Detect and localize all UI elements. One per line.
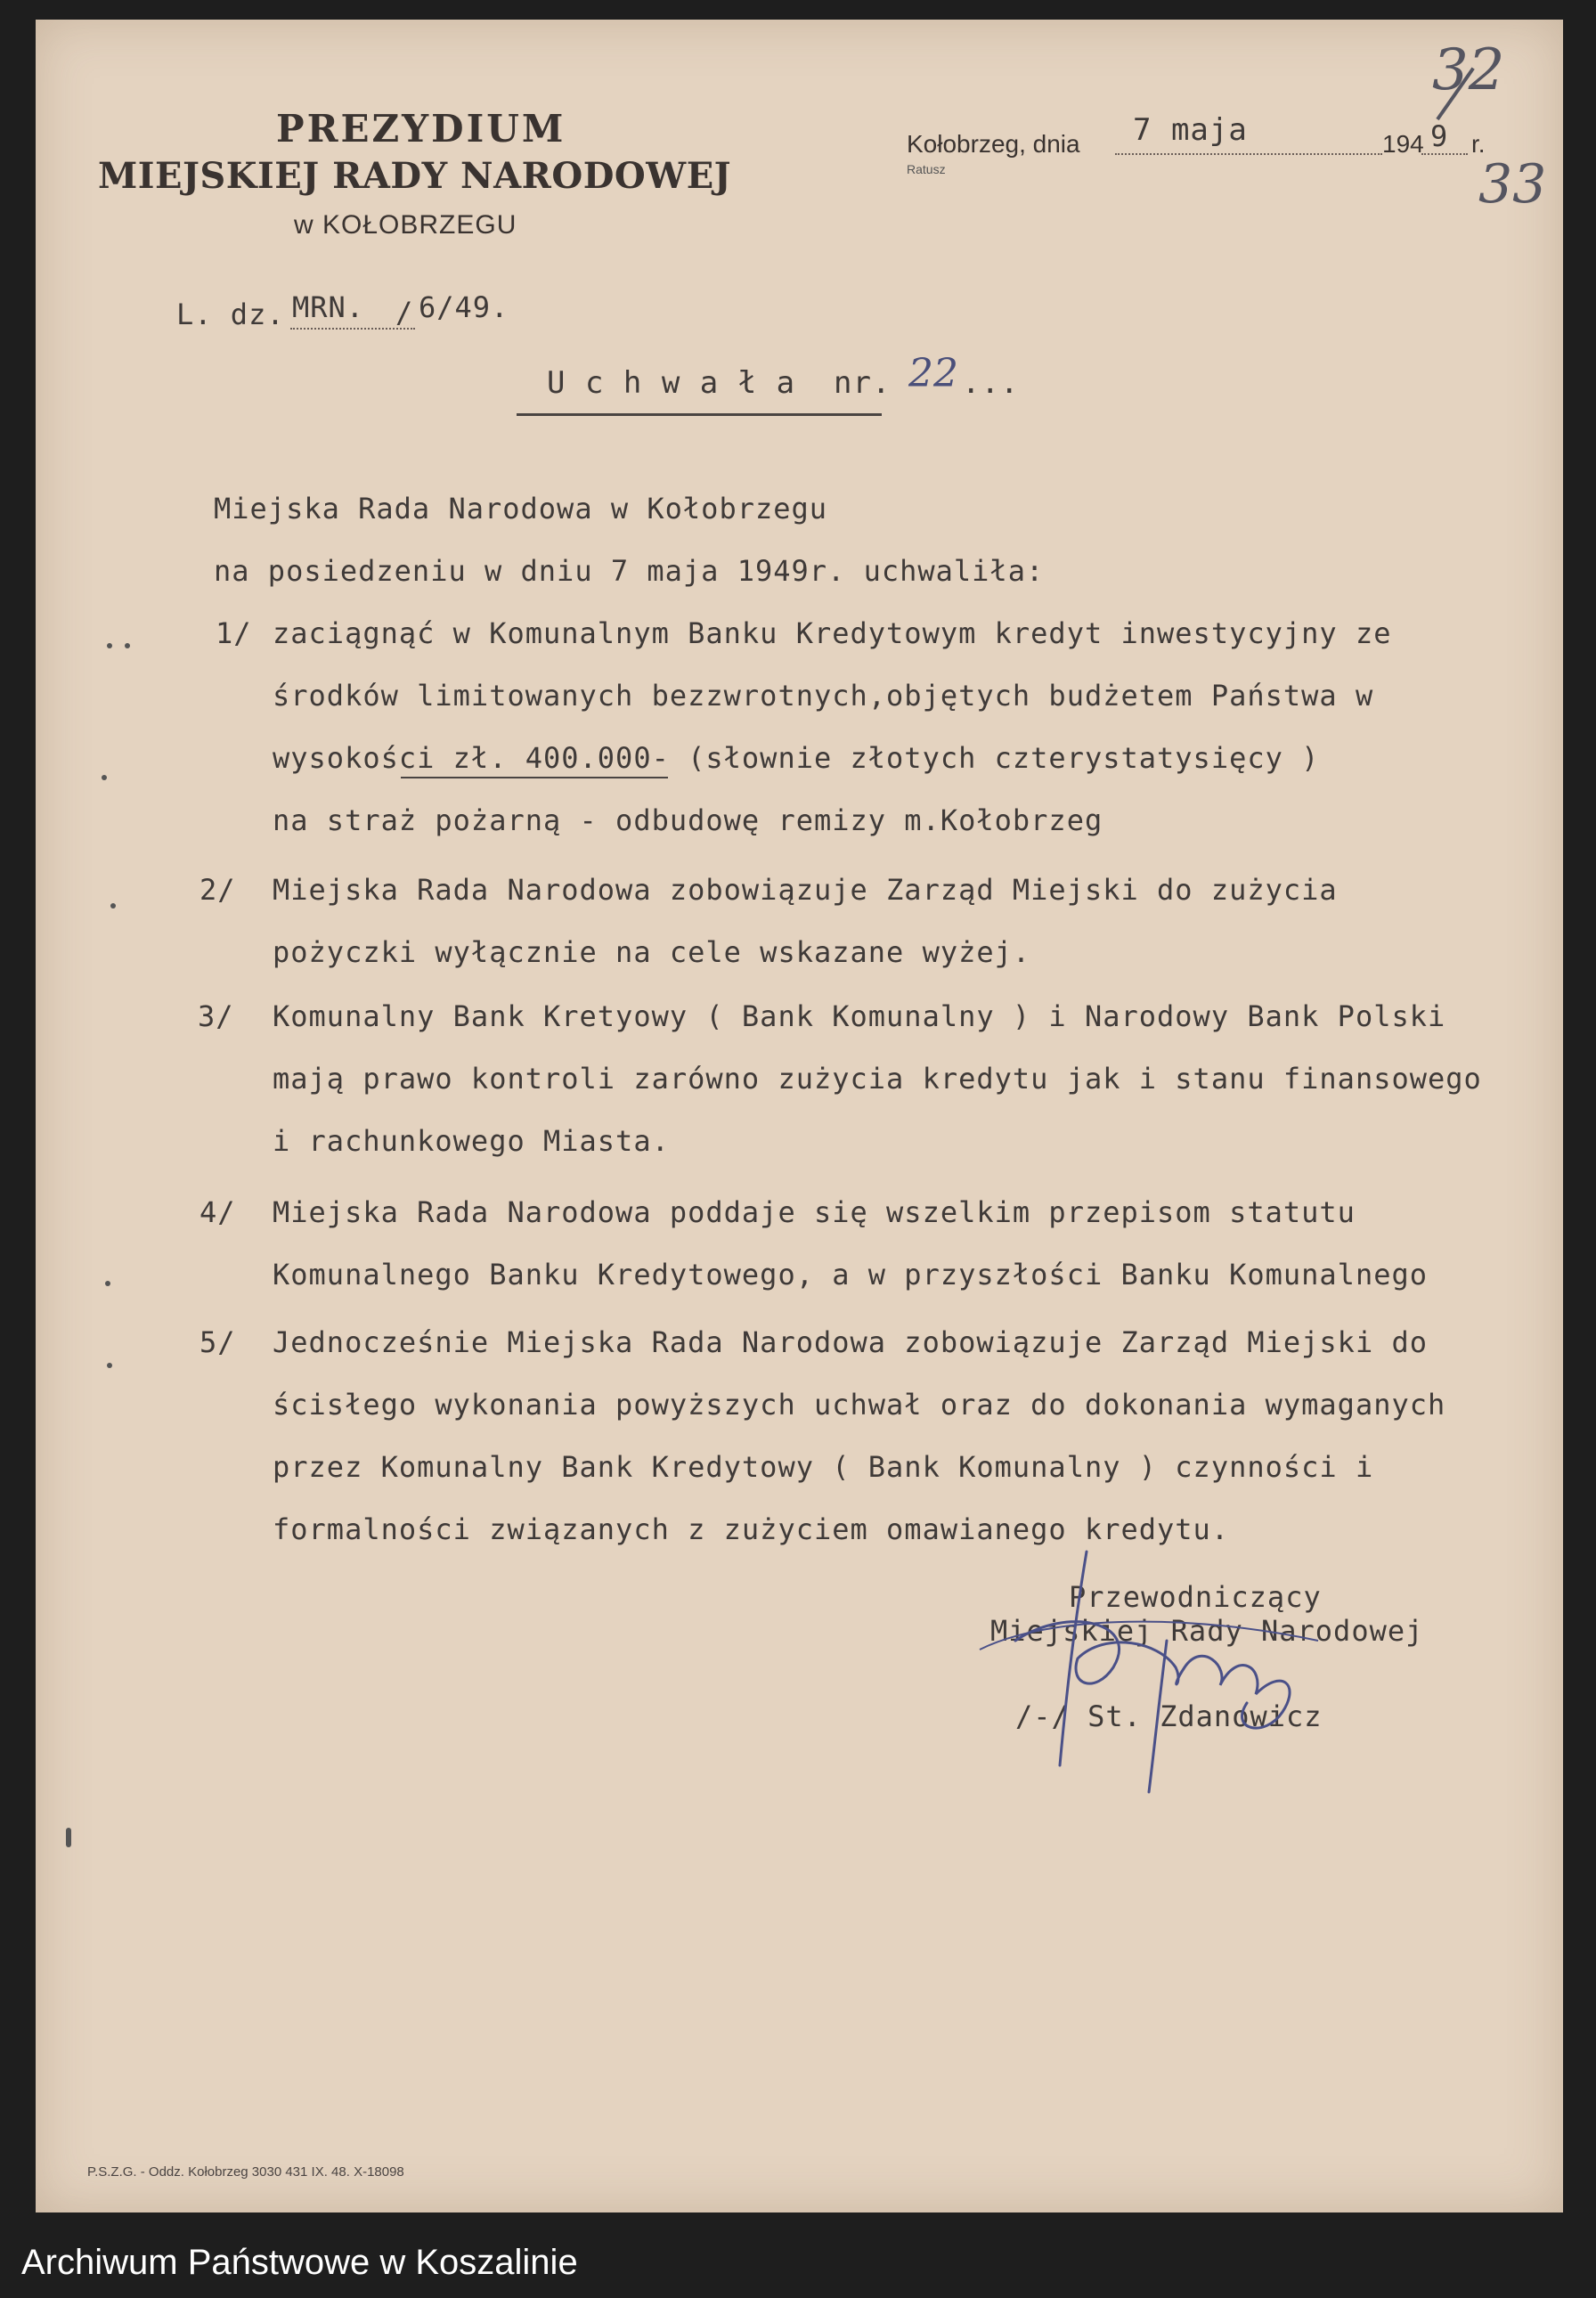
item-line: Jednocześnie Miejska Rada Narodowa zobowiązuje Zarząd Miejski do <box>273 1325 1428 1359</box>
margin-mark <box>105 1281 110 1286</box>
item-number: 3/ <box>198 999 234 1033</box>
date-place: Kołobrzeg, dnia <box>907 130 1080 158</box>
margin-mark <box>107 1363 112 1368</box>
reference-code: MRN. <box>292 290 365 324</box>
handwritten-signature-icon <box>962 1534 1354 1801</box>
date-year-prefix: 194 <box>1382 130 1424 158</box>
item-line: mają prawo kontroli zarówno zużycia kredytu jak i stanu finansowego <box>273 1062 1482 1096</box>
date-r: r. <box>1471 130 1486 158</box>
date-day-month: 7 maja <box>1133 112 1248 148</box>
margin-mark <box>125 643 130 648</box>
header-line3: w KOŁOBRZEGU <box>294 210 517 240</box>
archive-caption-bar <box>0 2232 1596 2298</box>
reference-number: 6/49. <box>419 290 509 324</box>
resolution-number: 22 <box>908 351 958 396</box>
amount-underline <box>401 777 668 778</box>
item-number: 2/ <box>200 873 236 907</box>
margin-mark <box>102 775 107 780</box>
ratusz-stamp: Ratusz <box>907 162 946 176</box>
item-number: 1/ <box>216 616 252 650</box>
header-line1: PREZYDIUM <box>276 107 566 151</box>
item-line: Komunalny Bank Kretyowy ( Bank Komunalny ) i Narodowy Bank Polski <box>273 999 1446 1033</box>
year-dotted-line <box>1421 153 1468 155</box>
item-line: zaciągnąć w Komunalnym Banku Kredytowym kredyt inwestycyjny ze <box>273 616 1392 650</box>
archive-number-top: 32 <box>1432 37 1505 103</box>
print-footer: P.S.Z.G. - Oddz. Kołobrzeg 3030 431 IX. 48. X-18098 <box>87 2164 404 2180</box>
reference-prefix: L. dz. <box>176 297 285 331</box>
margin-mark <box>110 903 116 909</box>
intro-line1: Miejska Rada Narodowa w Kołobrzegu <box>214 492 828 526</box>
item-line: Komunalnego Banku Kredytowego, a w przyszłości Banku Komunalnego <box>273 1258 1428 1292</box>
item-number: 5/ <box>200 1325 236 1359</box>
title-underline <box>517 413 882 416</box>
archive-number-bottom: 33 <box>1478 153 1547 216</box>
item-line: Miejska Rada Narodowa poddaje się wszelkim przepisom statutu <box>273 1195 1356 1229</box>
item-line: pożyczki wyłącznie na cele wskazane wyżej. <box>273 935 1031 969</box>
header-line2: MIEJSKIEJ RADY NARODOWEJ <box>98 155 732 197</box>
signature-name: /-/ St. Zdanowicz <box>1015 1699 1323 1733</box>
item-line: na straż pożarną - odbudowę remizy m.Kołobrzeg <box>273 803 1103 837</box>
margin-mark <box>107 643 112 648</box>
item-line: ścisłego wykonania powyższych uchwał oraz do dokonania wymaganych <box>273 1388 1446 1422</box>
item-line: przez Komunalny Bank Kredytowy ( Bank Komunalny ) czynności i <box>273 1450 1374 1484</box>
item-number: 4/ <box>200 1195 236 1229</box>
intro-line2: na posiedzeniu w dniu 7 maja 1949r. uchwaliła: <box>214 554 1045 588</box>
item-line: formalności związanych z zużyciem omawianego kredytu. <box>273 1512 1230 1546</box>
signature-role1: Przewodniczący <box>1069 1580 1322 1614</box>
item-line: i rachunkowego Miasta. <box>273 1124 670 1158</box>
date-year-digit: 9 <box>1430 119 1449 153</box>
signature-role2: Miejskiej Rady Narodowej <box>990 1614 1424 1648</box>
resolution-trail: ... <box>962 365 1020 401</box>
item-line: wysokości zł. 400.000- (słownie złotych czterystatysięcy ) <box>273 741 1320 775</box>
item-line: Miejska Rada Narodowa zobowiązuje Zarząd Miejski do zużycia <box>273 873 1338 907</box>
date-dotted-line <box>1115 153 1382 155</box>
document-page <box>36 20 1563 2212</box>
item-line: środków limitowanych bezzwrotnych,objętych budżetem Państwa w <box>273 679 1374 713</box>
reference-sep: / <box>395 296 414 330</box>
margin-mark <box>66 1828 71 1847</box>
archive-caption: Archiwum Państwowe w Koszalinie <box>21 2243 578 2282</box>
resolution-title: U c h w a ł a nr. <box>547 365 892 401</box>
